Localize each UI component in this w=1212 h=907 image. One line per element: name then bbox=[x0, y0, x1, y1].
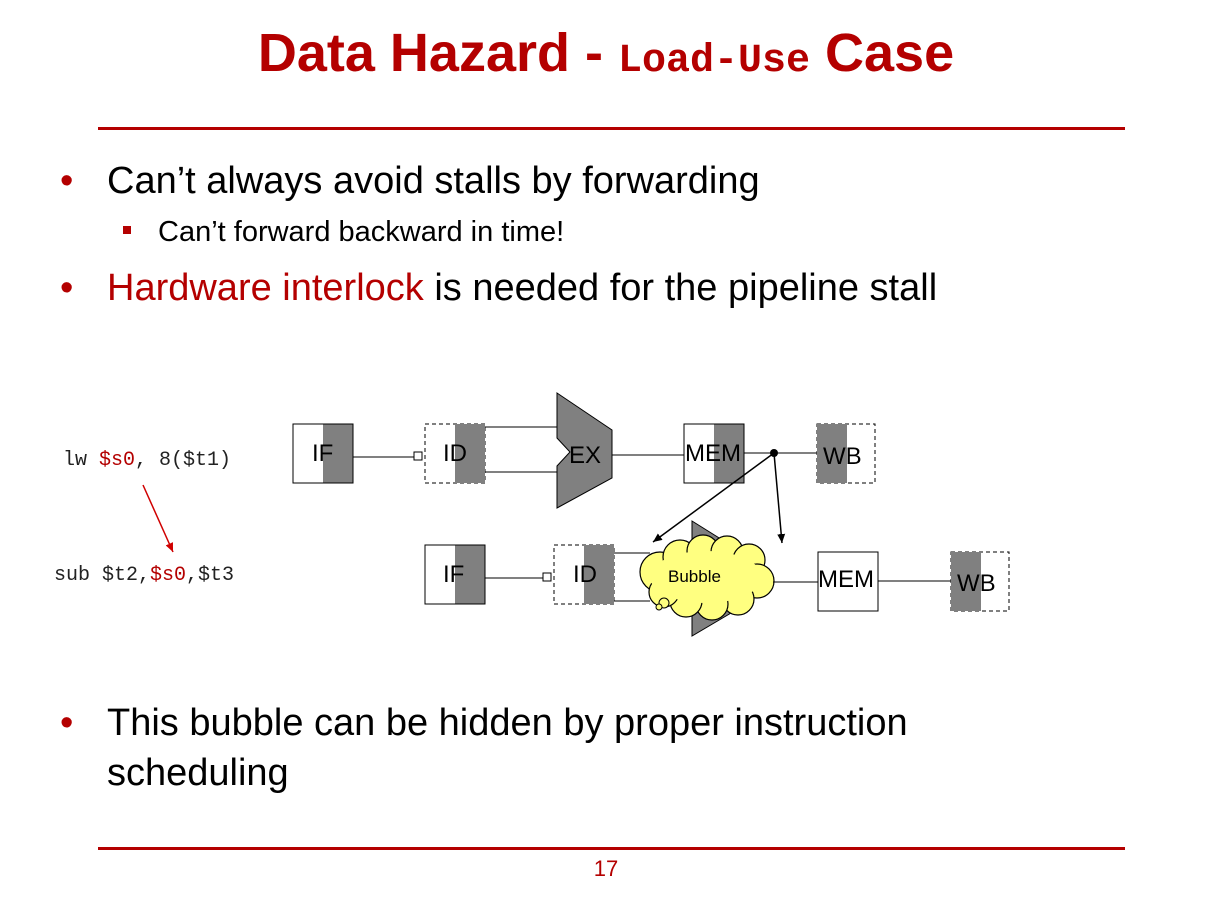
row2-id-label: ID bbox=[573, 561, 597, 588]
sub-reg: $s0 bbox=[150, 564, 187, 587]
title-text-1: Data Hazard - bbox=[257, 23, 618, 83]
row2-if-label: IF bbox=[443, 561, 465, 588]
forward-arrow-ex bbox=[774, 453, 782, 543]
sub-bullet-1-text: Can’t forward backward in time! bbox=[158, 216, 565, 248]
row1-mem-label: MEM bbox=[685, 440, 741, 467]
title-code: Load-Use bbox=[617, 39, 811, 84]
row1-ex-label: EX bbox=[569, 442, 602, 469]
bullet-dot: • bbox=[60, 160, 74, 202]
bullet-3-text: This bubble can be hidden by proper instruction scheduling bbox=[107, 702, 908, 794]
lw-reg: $s0 bbox=[99, 449, 136, 472]
bubble-label: Bubble bbox=[668, 567, 721, 586]
row1-wb-stage bbox=[817, 424, 875, 483]
bullet-dot: • bbox=[60, 267, 74, 309]
row1-if-stage bbox=[293, 424, 353, 483]
title-text-2: Case bbox=[810, 23, 955, 83]
row1-ex-alu bbox=[557, 393, 612, 508]
bubble-cloud bbox=[640, 535, 774, 620]
lw-op: lw bbox=[63, 449, 100, 472]
row2-wb-label: WB bbox=[957, 570, 996, 597]
lw-rest: , 8($t1) bbox=[135, 449, 232, 472]
bottom-divider bbox=[98, 847, 1125, 850]
row1-if-label: IF bbox=[312, 440, 334, 467]
sub-op: sub $t2, bbox=[54, 564, 151, 587]
page-number: 17 bbox=[593, 856, 619, 881]
row2-if-stage bbox=[425, 545, 485, 604]
row1-wb-label: WB bbox=[823, 443, 862, 470]
bullet-2-rest: is needed for the pipeline stall bbox=[423, 267, 938, 309]
row1-mem-stage bbox=[684, 424, 744, 483]
row2-wb-stage bbox=[951, 552, 1009, 611]
row1-id-label: ID bbox=[443, 440, 467, 467]
bullet-dot: • bbox=[60, 702, 74, 744]
row2-id-stage bbox=[554, 545, 614, 604]
row2-mem-stage bbox=[818, 552, 878, 611]
bullet-2-highlight: Hardware interlock bbox=[107, 267, 424, 309]
dependency-arrow bbox=[143, 485, 173, 552]
sub-rest: ,$t3 bbox=[186, 564, 235, 587]
row2-mem-label: MEM bbox=[818, 566, 874, 593]
bullet-1-text: Can’t always avoid stalls by forwarding bbox=[107, 160, 760, 202]
row1-id-stage bbox=[425, 424, 485, 483]
